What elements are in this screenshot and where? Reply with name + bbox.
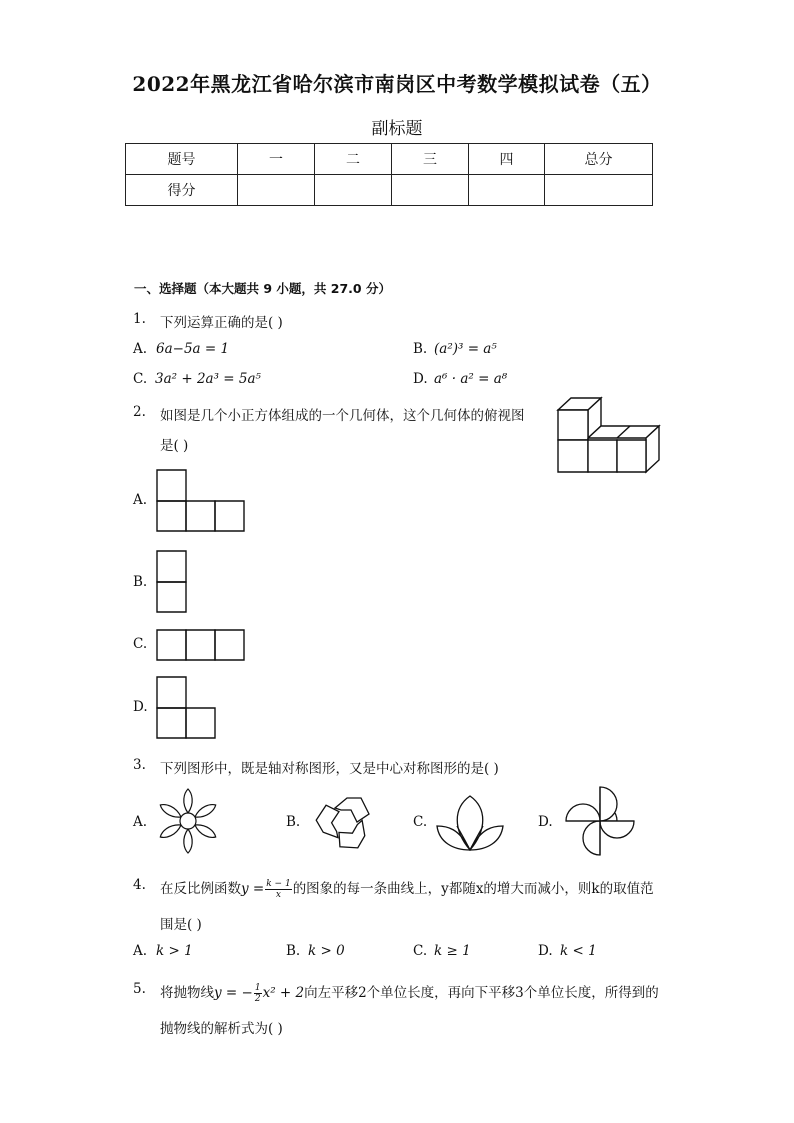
question-text: [160, 877, 654, 900]
pinwheel-figure: [563, 784, 637, 858]
score-row-label: 得分: [126, 175, 238, 206]
score-header-cell: 三: [392, 144, 469, 175]
option-label: B.: [286, 814, 301, 830]
option-d-expr: k < 1: [560, 943, 597, 959]
score-header-cell: 题号: [126, 144, 238, 175]
fraction-denominator: 2: [254, 994, 261, 1004]
option-label: A.: [133, 492, 148, 508]
function-rest: x² + 2: [262, 985, 305, 1001]
option-label: C.: [413, 943, 428, 959]
score-cell: [392, 175, 469, 206]
score-header-cell: 总分: [545, 144, 653, 175]
option-label: D.: [538, 814, 553, 830]
function-y: y =: [241, 881, 265, 897]
question-text-pre: 在反比例函数: [160, 881, 241, 897]
option-label: B.: [413, 341, 428, 357]
score-table-score-row: [126, 175, 653, 206]
option-a-figure: [156, 469, 246, 533]
page-subtitle: 副标题: [371, 119, 423, 139]
question-text-cont: 抛物线的解析式为( ): [160, 1021, 283, 1037]
question-number: 3.: [133, 757, 146, 773]
cube-solid-figure: [556, 396, 662, 474]
page-title: 2022年黑龙江省哈尔滨市南岗区中考数学模拟试卷（五）: [132, 72, 662, 96]
score-cell: [545, 175, 653, 206]
score-table: [125, 143, 653, 206]
fraction-denominator: x: [275, 890, 281, 900]
question-number: 4.: [133, 877, 146, 893]
question-text-cont: 围是( ): [160, 917, 202, 933]
option-label: D.: [133, 699, 148, 715]
option-label: C.: [133, 636, 148, 652]
option-label: B.: [286, 943, 301, 959]
option-label: D.: [413, 371, 428, 387]
option-c-expr: k ≥ 1: [434, 943, 471, 959]
option-label: C.: [133, 371, 148, 387]
option-d-figure: [156, 676, 218, 740]
question-text-post: 向左平移2个单位长度，再向下平移3个单位长度，所得到的: [304, 985, 659, 1001]
option-label: A.: [133, 814, 148, 830]
score-header-cell: 一: [238, 144, 315, 175]
option-a-expr: 6a−5a = 1: [156, 341, 230, 357]
recycle-figure: [312, 792, 378, 852]
question-number: 5.: [133, 981, 146, 997]
option-label: A.: [133, 341, 148, 357]
question-text-pre: 将抛物线: [160, 985, 214, 1001]
function-y: y = −: [214, 985, 253, 1001]
option-b-figure: [156, 550, 188, 614]
option-label: C.: [413, 814, 428, 830]
option-label: B.: [133, 574, 148, 590]
fraction-numerator: 1: [254, 983, 261, 993]
score-cell: [238, 175, 315, 206]
lotus-figure: [433, 792, 507, 854]
question-text: [160, 981, 659, 1004]
option-b-expr: k > 0: [308, 943, 345, 959]
score-header-cell: 二: [315, 144, 392, 175]
option-d-expr: a⁶ · a² = a⁸: [434, 371, 508, 387]
option-a-expr: k > 1: [156, 943, 193, 959]
score-cell: [469, 175, 545, 206]
question-text: 下列图形中，既是轴对称图形，又是中心对称图形的是( ): [160, 761, 499, 777]
score-table-header-row: [126, 144, 653, 175]
score-header-cell: 四: [469, 144, 545, 175]
option-c-figure: [156, 629, 246, 662]
question-text-cont: 是( ): [160, 438, 189, 454]
question-text: 如图是几个小正方体组成的一个几何体，这个几何体的俯视图: [160, 408, 525, 424]
flower-figure: [155, 788, 221, 854]
question-text-post: 的图象的每一条曲线上，y都随x的增大而减小，则k的取值范: [292, 881, 654, 897]
score-cell: [315, 175, 392, 206]
fraction: [254, 983, 262, 1004]
option-b-expr: (a²)³ = a⁵: [434, 341, 497, 357]
question-number: 2.: [133, 404, 146, 420]
option-label: D.: [538, 943, 553, 959]
option-c-expr: 3a² + 2a³ = 5a⁵: [155, 371, 261, 387]
question-number: 1.: [133, 311, 146, 327]
question-text: 下列运算正确的是( ): [160, 315, 283, 331]
fraction-numerator: k − 1: [266, 879, 291, 889]
section-heading: 一、选择题（本大题共 9 小题，共 27.0 分）: [134, 281, 391, 296]
option-label: A.: [133, 943, 148, 959]
fraction: [265, 879, 291, 900]
